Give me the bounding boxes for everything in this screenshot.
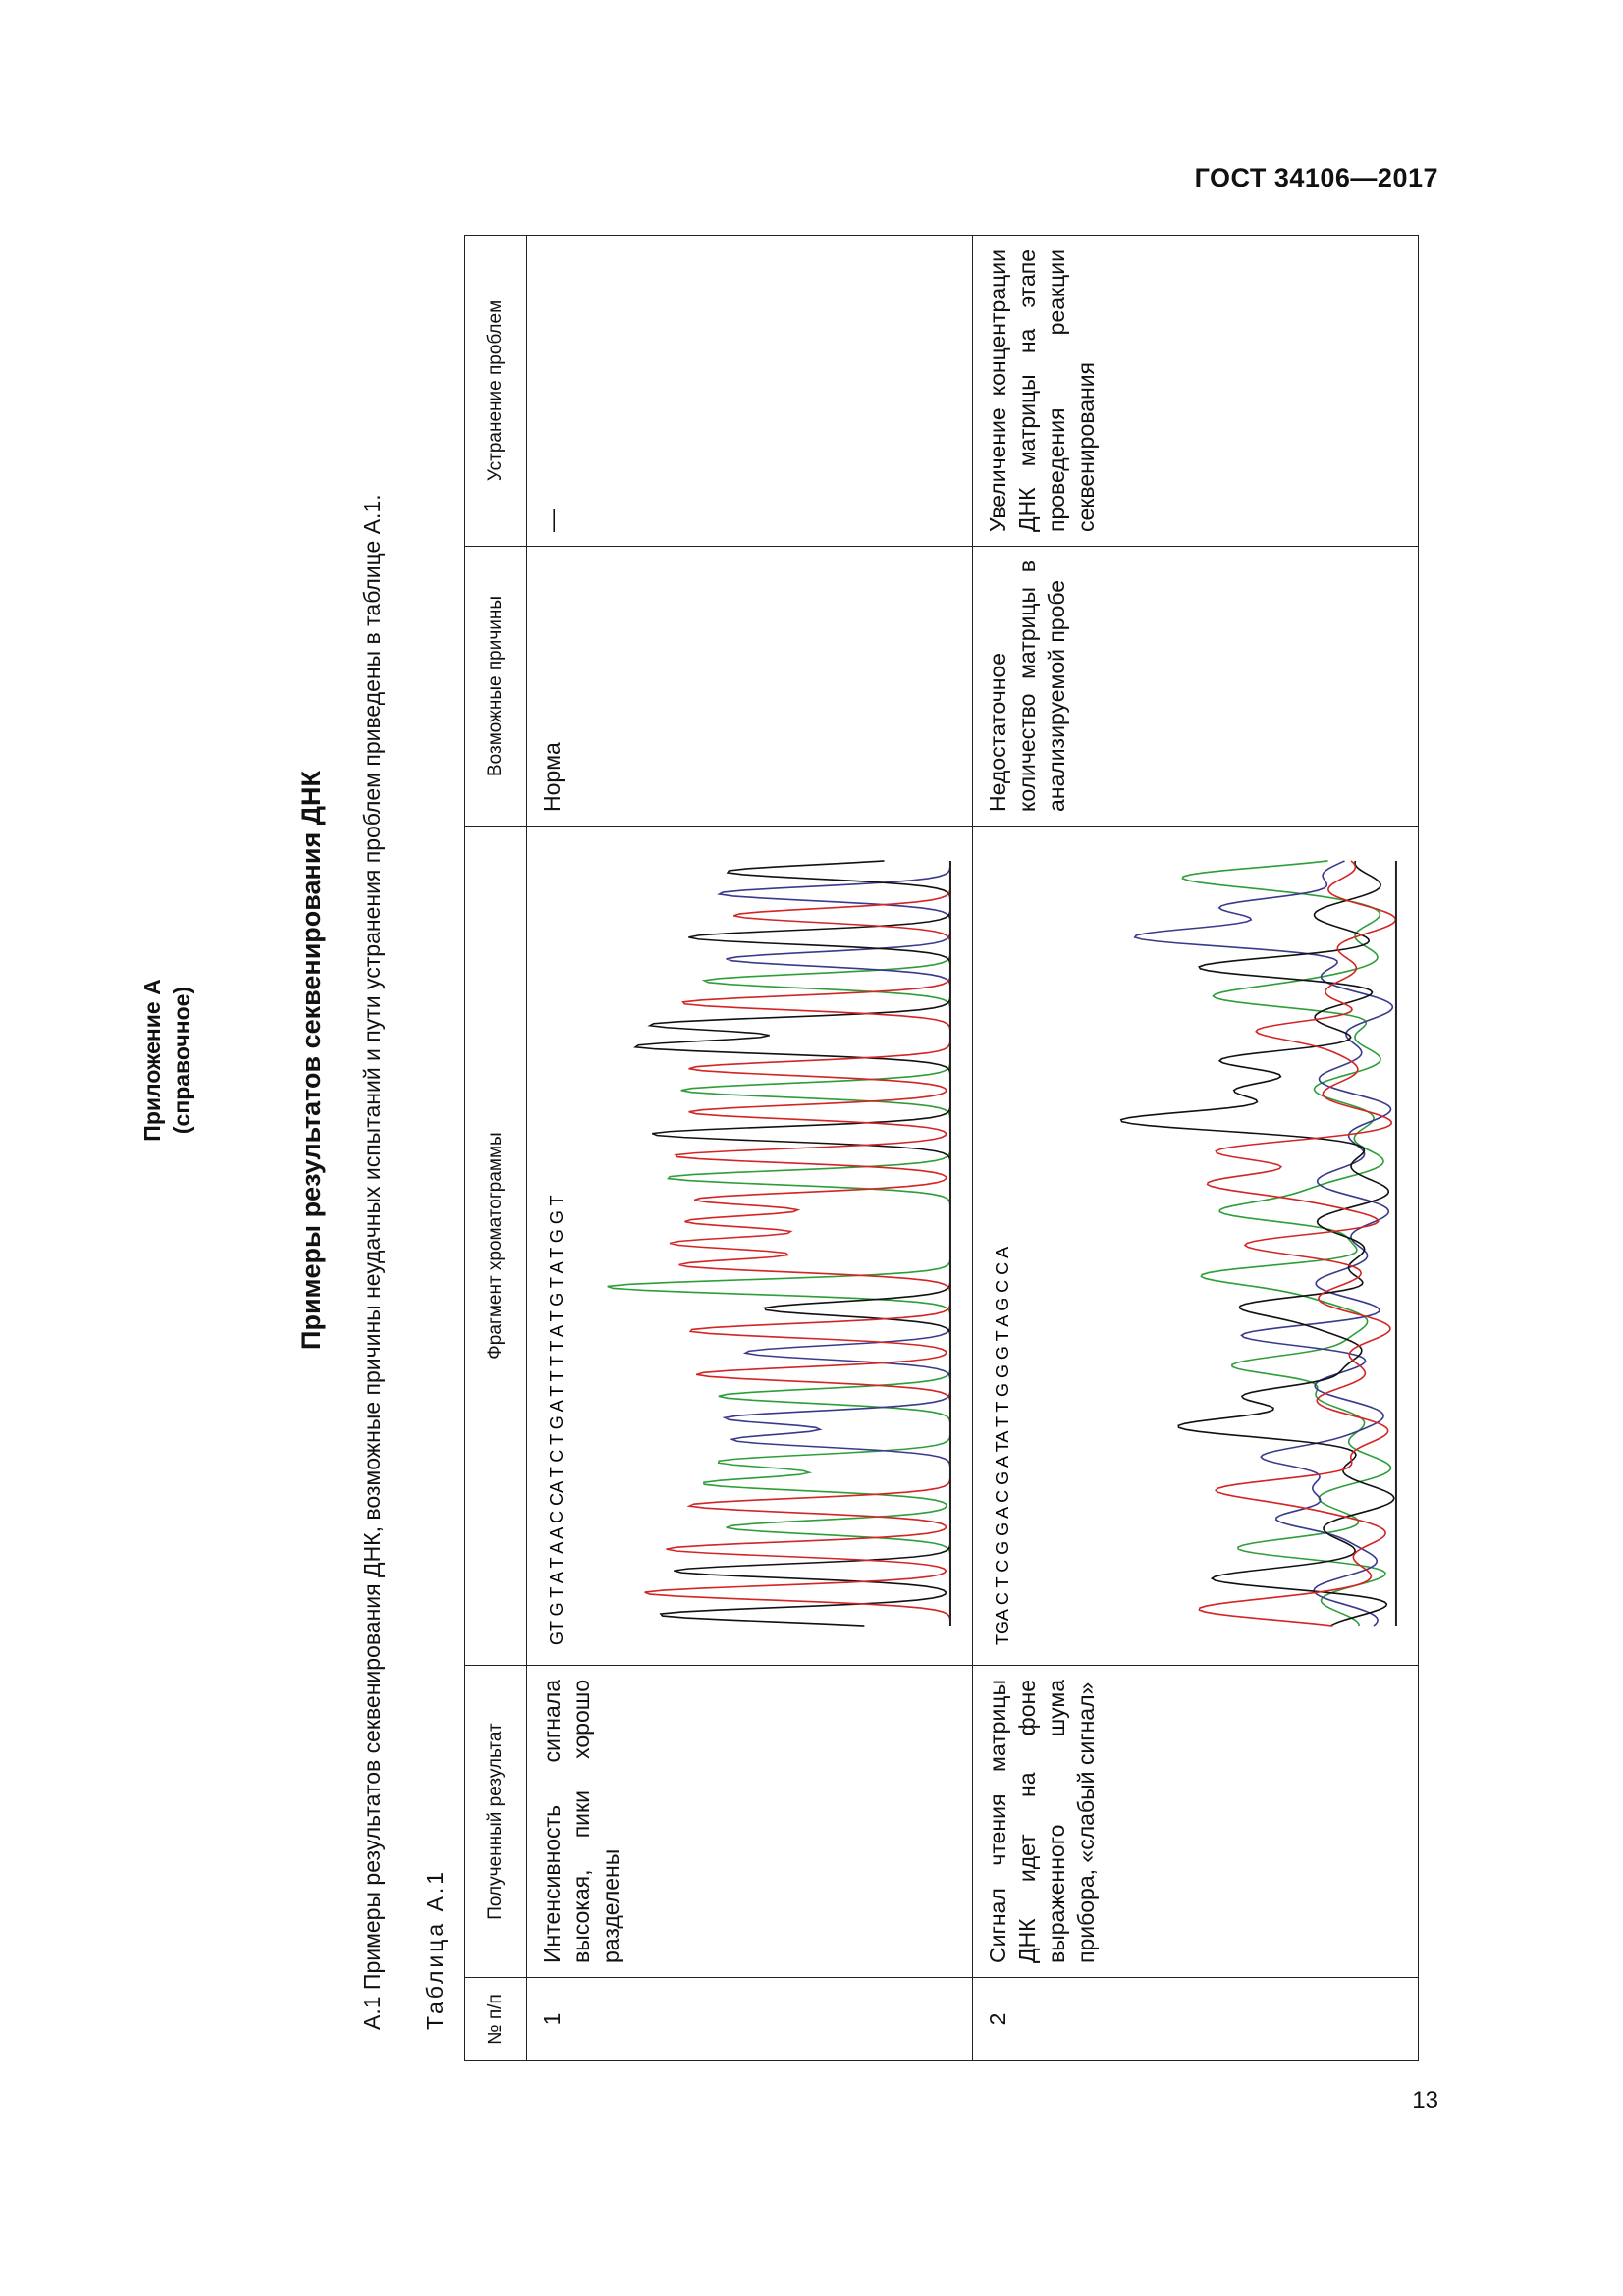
base-call-sequence: TGA C T C G G A C G A TA T T G G G T A G C C A (993, 1246, 1013, 1646)
row-number: 2 (973, 1978, 1419, 2061)
table-row (527, 236, 973, 2061)
chromatogram-cell (527, 827, 973, 1666)
table-header-row (465, 236, 527, 2061)
intro-paragraph: А.1 Примеры результатов секвенирования ДНК, возможные причины неудачных испытаний и пути устранения проблем приведены в таблице А.1. (359, 494, 385, 2030)
cause-cell: Недостаточное количество матрицы в анализируемой пробе (973, 547, 1419, 827)
section-title: Примеры результатов секвенирования ДНК (297, 771, 326, 1350)
fix-cell: — (527, 236, 973, 547)
chromatogram-cell (973, 827, 1419, 1666)
trace-C (1135, 861, 1392, 1626)
document-standard-header: ГОСТ 34106—2017 (1194, 163, 1438, 192)
col-header-causes: Возможные причины (465, 547, 527, 827)
base-call-sequence: GT G T A T A A C CA T C T G A T T T T A T G T A T G G T (547, 1195, 568, 1646)
cause-cell: Норма (527, 547, 973, 827)
trace-T (645, 861, 950, 1626)
appendix-subtitle: (справочное) (169, 986, 194, 1135)
page-number: 13 (1412, 2087, 1438, 2113)
result-cell: Сигнал чтения матрицы ДНК идет на фоне выраженного шума прибора, «слабый сигнал» (973, 1666, 1419, 1978)
trace-A (608, 861, 950, 1626)
appendix-heading (137, 0, 196, 2218)
table-caption: Таблица А.1 (422, 1868, 448, 2030)
trace-G (635, 861, 950, 1626)
fix-cell: Увеличение концентрации ДНК матрицы на этапе проведения реакции секвенирования (973, 236, 1419, 547)
col-header-chromatogram: Фрагмент хроматограммы (465, 827, 527, 1666)
result-cell: Интенсивность сигнала высокая, пики хорошо разделены (527, 1666, 973, 1978)
chromatogram-1 (527, 827, 972, 1665)
table-row (973, 236, 1419, 2061)
appendix-title: Приложение А (139, 979, 165, 1142)
col-header-number: № п/п (465, 1978, 527, 2061)
col-header-result: Полученный результат (465, 1666, 527, 1978)
results-table (464, 235, 1419, 2061)
chromatogram-2 (973, 827, 1418, 1665)
rotated-page-content (98, 0, 1571, 2218)
col-header-fixes: Устранение проблем (465, 236, 527, 547)
row-number: 1 (527, 1978, 973, 2061)
